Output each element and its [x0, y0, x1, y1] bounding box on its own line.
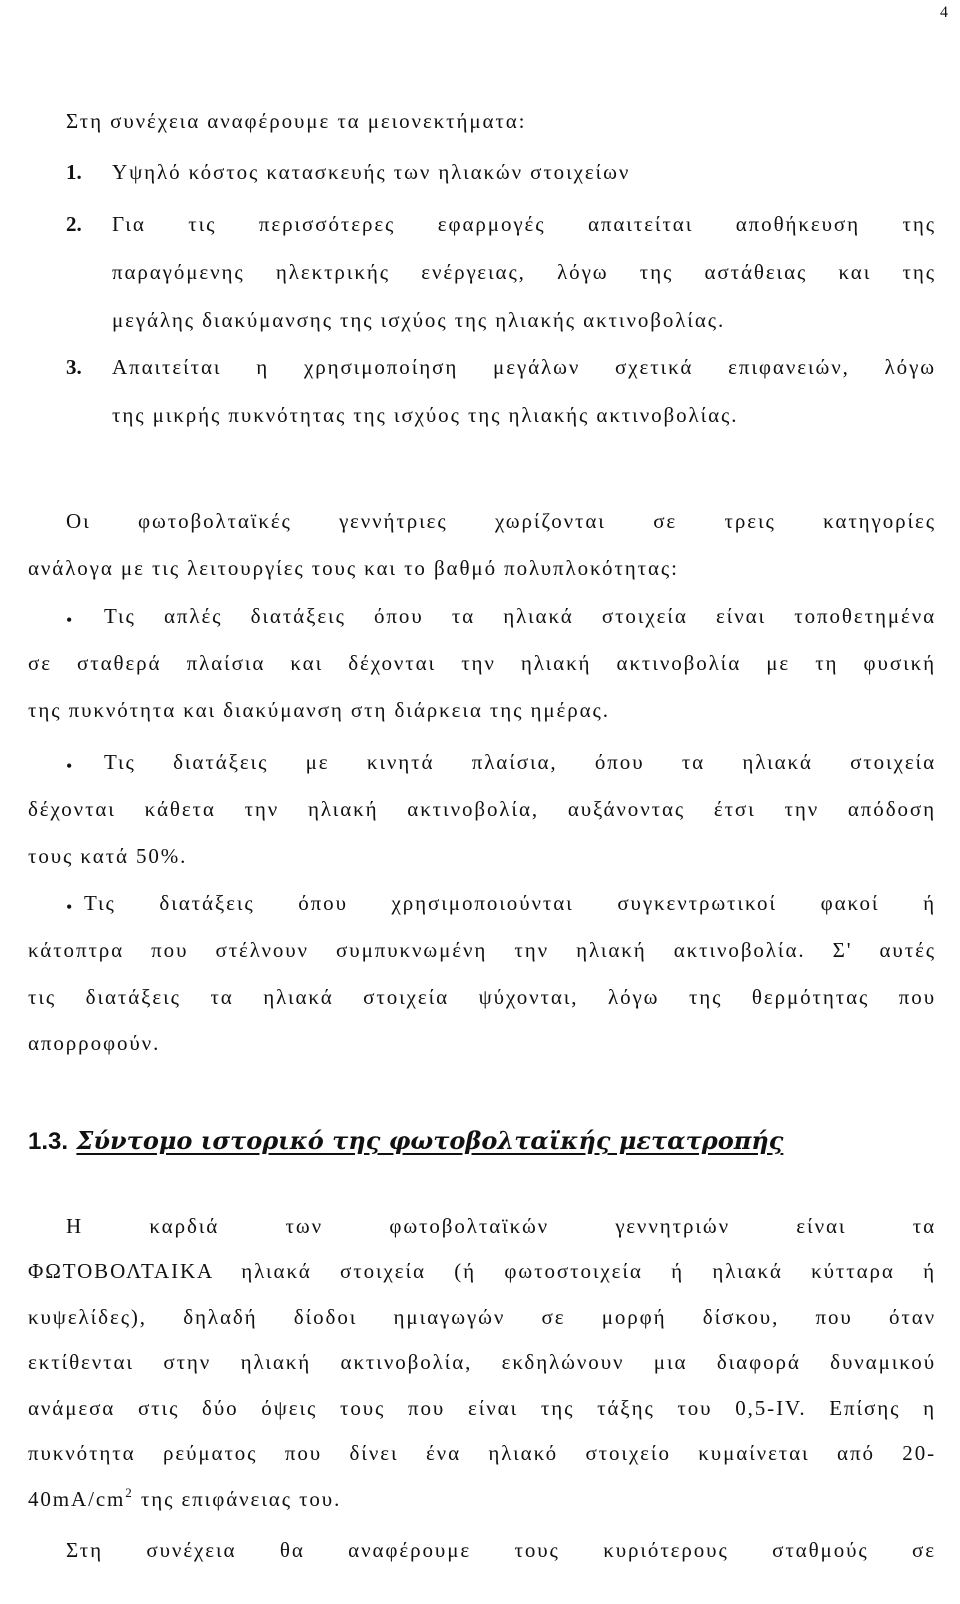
drawback-3-line-2: της μικρής πυκνότητας της ισχύος της ηλιακής ακτινοβολίας. [112, 403, 739, 427]
superscript-2: 2 [125, 1485, 134, 1500]
section-heading [28, 1126, 783, 1156]
history-line-2: ΦΩΤΟΒΟΛΤΑΙΚΑ ηλιακά στοιχεία (ή φωτοστοιχεία ή ηλιακά κύτταρα ή [28, 1259, 936, 1283]
drawback-2-line-3: μεγάλης διακύμανσης της ισχύος της ηλιακής ακτινοβολίας. [112, 308, 726, 332]
drawback-3-line-1: Απαιτείται η χρησιμοποίηση μεγάλων σχετικά επιφανειών, λόγω [112, 355, 936, 379]
bullet-marker-1: • [66, 610, 73, 630]
history-line-4: εκτίθενται στην ηλιακή ακτινοβολία, εκδηλώνουν μια διαφορά δυναμικού [28, 1350, 936, 1374]
section-title: Σύντομο ιστορικό της φωτοβολταϊκής μετατροπής [76, 1126, 784, 1155]
categories-line-2: ανάλογα με τις λειτουργίες τους και το βαθμό πολυπλοκότητας: [28, 556, 679, 580]
bullet-2-line-3: τους κατά 50%. [28, 844, 188, 868]
list-number-2: 2. [66, 212, 82, 236]
bullet-3-line-1: Τις διατάξεις όπου χρησιμοποιούνται συγκεντρωτικοί φακοί ή [84, 891, 936, 915]
drawback-2-line-2: παραγόμενης ηλεκτρικής ενέργειας, λόγω της αστάθειας και της [112, 260, 936, 284]
bullet-3-line-2: κάτοπτρα που στέλνουν συμπυκνωμένη την ηλιακή ακτινοβολία. Σ' αυτές [28, 938, 936, 962]
next-para-line-1: Στη συνέχεια θα αναφέρουμε τους κυριότερους σταθμούς σε [66, 1538, 936, 1562]
history-line-3: κυψελίδες), δηλαδή δίοδοι ημιαγωγών σε μορφή δίσκου, που όταν [28, 1305, 936, 1329]
bullet-1-line-1: Τις απλές διατάξεις όπου τα ηλιακά στοιχεία είναι τοποθετημένα [104, 604, 936, 628]
history-line-1: Η καρδιά των φωτοβολταϊκών γεννητριών είναι τα [66, 1214, 936, 1238]
list-number-1: 1. [66, 160, 82, 184]
drawback-1-line-1: Υψηλό κόστος κατασκευής των ηλιακών στοιχείων [112, 160, 631, 184]
list-number-3: 3. [66, 355, 82, 379]
bullet-marker-2: • [66, 756, 73, 776]
bullet-3-line-4: απορροφούν. [28, 1031, 161, 1055]
bullet-3-line-3: τις διατάξεις τα ηλιακά στοιχεία ψύχονται, λόγω της θερμότητας που [28, 985, 936, 1009]
history-line-7-rest: της επιφάνειας του. [133, 1487, 342, 1511]
intro-line: Στη συνέχεια αναφέρουμε τα μειονεκτήματα: [66, 109, 527, 133]
page-number: 4 [940, 4, 948, 21]
bullet-1-line-3: της πυκνότητα και διακύμανση στη διάρκεια της ημέρας. [28, 698, 610, 722]
history-line-5: ανάμεσα στις δύο όψεις τους που είναι της τάξης του 0,5-IV. Επίσης η [28, 1396, 936, 1420]
bullet-2-line-1: Τις διατάξεις με κινητά πλαίσια, όπου τα ηλιακά στοιχεία [104, 750, 936, 774]
history-line-7-unit: 40mA/cm [28, 1487, 126, 1511]
bullet-marker-3: • [66, 897, 73, 917]
bullet-2-line-2: δέχονται κάθετα την ηλιακή ακτινοβολία, αυξάνοντας έτσι την απόδοση [28, 797, 936, 821]
history-line-6: πυκνότητα ρεύματος που δίνει ένα ηλιακό στοιχείο κυμαίνεται από 20- [28, 1441, 936, 1465]
categories-line-1: Οι φωτοβολταϊκές γεννήτριες χωρίζονται σε τρεις κατηγορίες [66, 509, 936, 533]
bullet-1-line-2: σε σταθερά πλαίσια και δέχονται την ηλιακή ακτινοβολία με τη φυσική [28, 651, 936, 675]
history-line-7 [28, 1485, 342, 1511]
drawback-2-line-1: Για τις περισσότερες εφαρμογές απαιτείται αποθήκευση της [112, 212, 936, 236]
section-number: 1.3. [28, 1128, 69, 1155]
